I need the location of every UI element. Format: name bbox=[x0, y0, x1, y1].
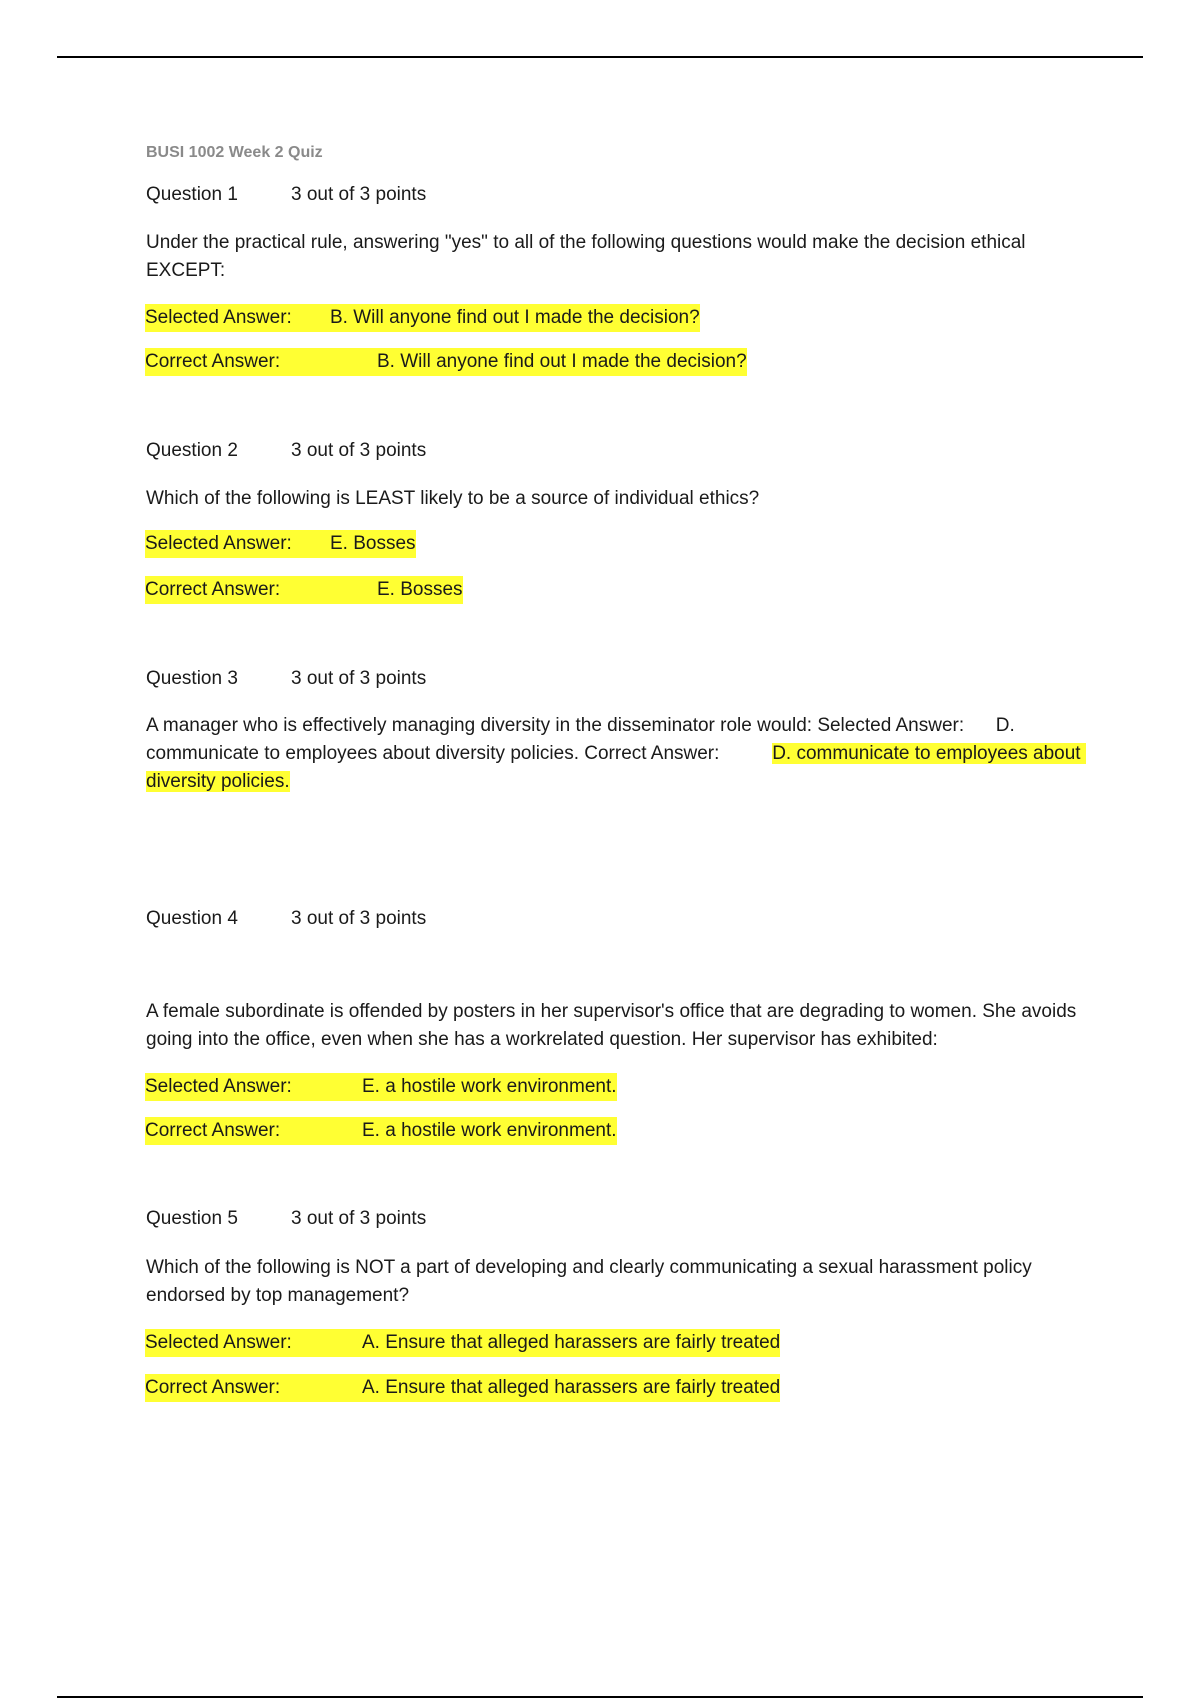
document-title: BUSI 1002 Week 2 Quiz bbox=[146, 144, 323, 161]
question-3-highlighted-answer: D. communicate to employees about diversity policies. bbox=[146, 743, 1086, 792]
correct-answer-label: Correct Answer: bbox=[145, 1377, 281, 1398]
bottom-rule bbox=[57, 1696, 1143, 1698]
selected-answer-label: Selected Answer: bbox=[145, 533, 292, 554]
correct-answer-row bbox=[145, 1117, 617, 1145]
correct-answer-label: Correct Answer: bbox=[145, 1120, 281, 1141]
question-3-body: A manager who is effectively managing diversity in the disseminator role would: Selected Answer: D. communicate to employees about diversity policies. Correct Answer: bbox=[146, 715, 1021, 764]
question-points: 3 out of 3 points bbox=[291, 668, 427, 689]
correct-answer-value: B. Will anyone find out I made the decision? bbox=[377, 351, 747, 372]
question-points: 3 out of 3 points bbox=[291, 184, 427, 205]
question-2-text: Which of the following is LEAST likely to be a source of individual ethics? bbox=[146, 488, 760, 509]
question-5-text: Which of the following is NOT a part of developing and clearly communicating a sexual harassment policy endorsed by top management? bbox=[146, 1257, 1032, 1306]
correct-answer-row bbox=[145, 1374, 780, 1402]
selected-answer-row bbox=[145, 530, 416, 558]
correct-answer-value: A. Ensure that alleged harassers are fairly treated bbox=[362, 1377, 781, 1398]
selected-answer-value: A. Ensure that alleged harassers are fairly treated bbox=[362, 1332, 781, 1353]
question-label: Question 5 bbox=[146, 1208, 238, 1229]
correct-answer-value: E. a hostile work environment. bbox=[362, 1120, 617, 1141]
top-rule bbox=[57, 56, 1143, 58]
selected-answer-label: Selected Answer: bbox=[145, 1332, 292, 1353]
question-label: Question 3 bbox=[146, 668, 238, 689]
question-label: Question 2 bbox=[146, 440, 238, 461]
selected-answer-value: E. Bosses bbox=[330, 533, 416, 554]
question-1-text: Under the practical rule, answering "yes" to all of the following questions would make the decision ethical EXCEPT: bbox=[146, 232, 1026, 281]
selected-answer-row bbox=[145, 1329, 780, 1357]
selected-answer-row bbox=[145, 304, 700, 332]
question-points: 3 out of 3 points bbox=[291, 1208, 427, 1229]
selected-answer-value: B. Will anyone find out I made the decision? bbox=[330, 307, 700, 328]
question-1-header bbox=[146, 184, 426, 206]
question-3-text bbox=[146, 712, 1086, 796]
selected-answer-label: Selected Answer: bbox=[145, 1076, 292, 1097]
question-4-header bbox=[146, 908, 426, 930]
question-points: 3 out of 3 points bbox=[291, 440, 427, 461]
selected-answer-label: Selected Answer: bbox=[145, 307, 292, 328]
question-3-header bbox=[146, 668, 426, 690]
selected-answer-value: E. a hostile work environment. bbox=[362, 1076, 617, 1097]
correct-answer-label: Correct Answer: bbox=[145, 579, 281, 600]
correct-answer-label: Correct Answer: bbox=[145, 351, 281, 372]
correct-answer-row bbox=[145, 348, 747, 376]
question-label: Question 4 bbox=[146, 908, 238, 929]
correct-answer-row bbox=[145, 576, 463, 604]
question-2-header bbox=[146, 440, 426, 462]
selected-answer-row bbox=[145, 1073, 617, 1101]
question-label: Question 1 bbox=[146, 184, 238, 205]
correct-answer-value: E. Bosses bbox=[377, 579, 463, 600]
question-points: 3 out of 3 points bbox=[291, 908, 427, 929]
question-4-text: A female subordinate is offended by posters in her supervisor's office that are degrading to women. She avoids going into the office, even when she has a workrelated question. Her supervisor has exhibited: bbox=[146, 1001, 1077, 1050]
question-5-header bbox=[146, 1208, 426, 1230]
